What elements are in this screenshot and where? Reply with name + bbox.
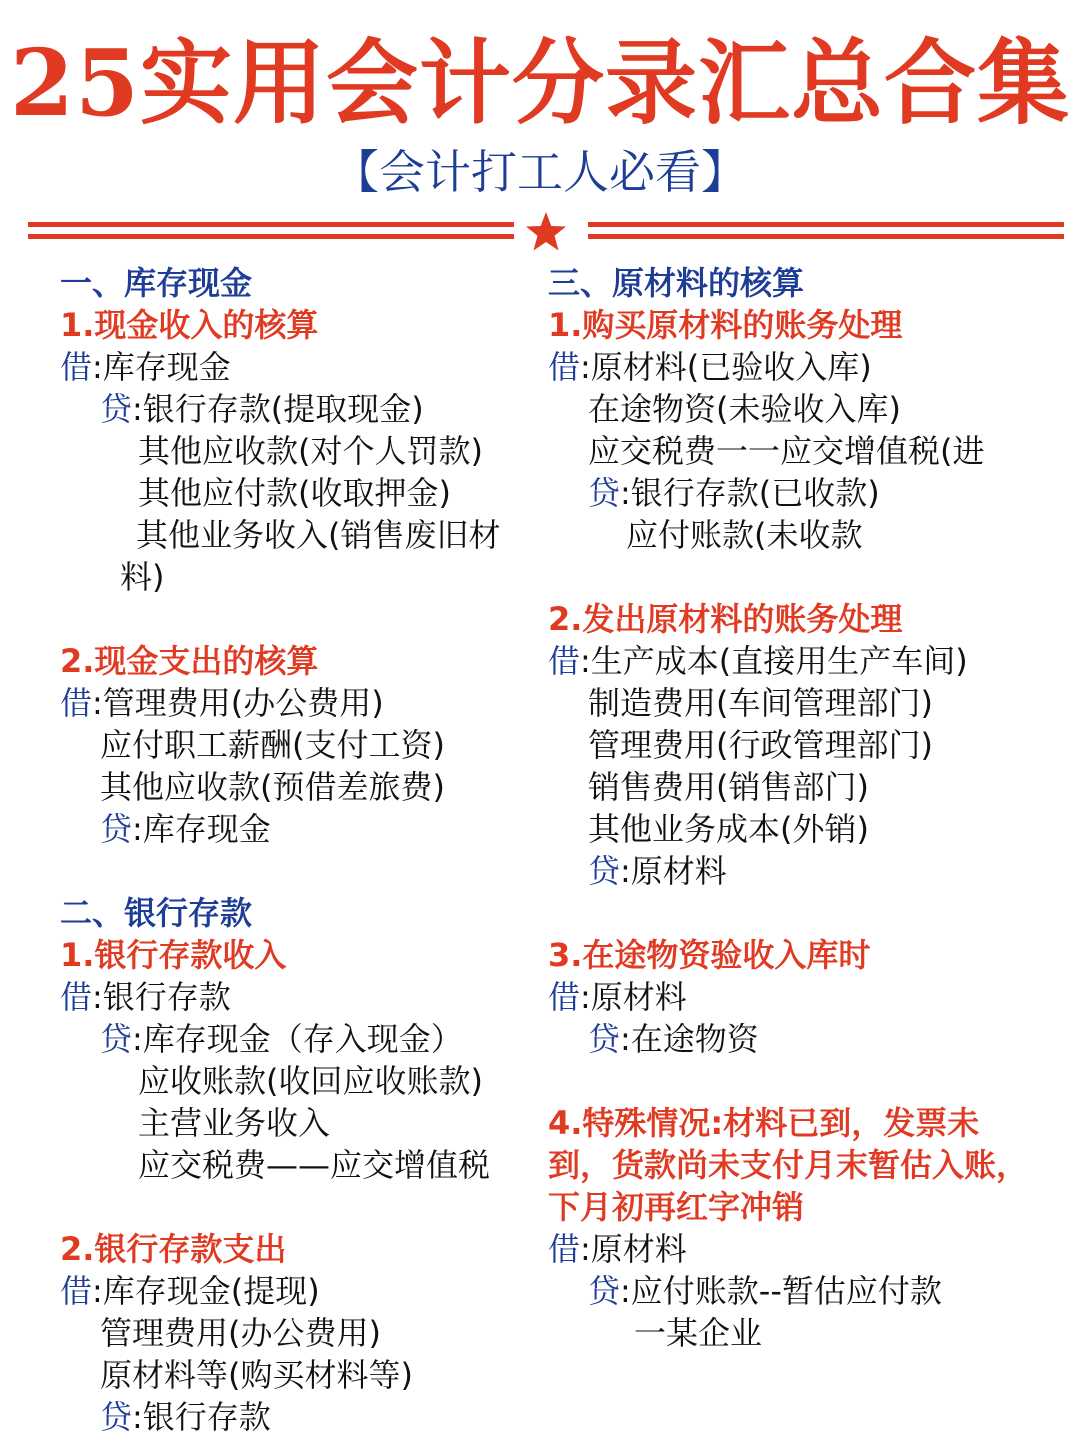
subsection-title-issue: 2.发出原材料的账务处理 [548, 600, 903, 638]
subsection-title-in-transit: 3.在途物资验收入库时 [548, 936, 871, 974]
debit-label: 借 [548, 978, 581, 1016]
entry-line: 制造费用(车间管理部门) [588, 684, 933, 722]
entry-credit-line [548, 1270, 1048, 1312]
entry-text: :库存现金（存入现金） [132, 1020, 463, 1058]
subsection-title-cash-expense: 2.现金支出的核算 [60, 642, 319, 680]
entry-text: :原材料 [580, 1230, 687, 1268]
entry-text: :生产成本(直接用生产车间) [580, 642, 968, 680]
subsection-title-special-case: 4.特殊情况:材料已到，发票未到，货款尚未支付月末暂估入账，下月初再红字冲销 [548, 1104, 1029, 1226]
entry-credit-line [60, 388, 540, 430]
entry-text: :银行存款 [92, 978, 231, 1016]
entry-line: 料) [120, 558, 165, 596]
subsection-title-bank-income: 1.银行存款收入 [60, 936, 287, 974]
entry-text: :库存现金(提现) [92, 1272, 320, 1310]
credit-label: 贷 [100, 810, 133, 848]
entry-text: :银行存款 [132, 1398, 271, 1436]
debit-label: 借 [60, 1272, 93, 1310]
entry-text: :应付账款--暂估应付款 [620, 1272, 942, 1310]
entry-line: 管理费用(办公费用) [100, 1314, 381, 1352]
subsection-title-cash-income: 1.现金收入的核算 [60, 306, 319, 344]
entry-credit-line [60, 808, 540, 850]
credit-label: 贷 [588, 474, 621, 512]
entry-line: 销售费用(销售部门) [588, 768, 869, 806]
debit-label: 借 [548, 642, 581, 680]
entry-credit-line [60, 1396, 540, 1438]
left-column [60, 262, 540, 1438]
right-column [548, 262, 1048, 1354]
credit-label: 贷 [588, 1272, 621, 1310]
entry-credit-line [548, 472, 1048, 514]
entry-credit-line [548, 850, 1048, 892]
subsection-title-bank-expense: 2.银行存款支出 [60, 1230, 287, 1268]
credit-label: 贷 [100, 390, 133, 428]
entry-debit-line [60, 1270, 540, 1312]
entry-line: 其他应收款(对个人罚款) [138, 432, 483, 470]
entry-text: :库存现金 [92, 348, 231, 386]
entry-line: 应交税费一一应交增值税(进 [588, 432, 985, 470]
entry-line: 应收账款(收回应收账款) [138, 1062, 483, 1100]
section-title-materials: 三、原材料的核算 [548, 264, 805, 302]
entry-line: 主营业务收入 [138, 1104, 331, 1142]
entry-debit-line [548, 640, 1048, 682]
credit-label: 贷 [588, 1020, 621, 1058]
entry-line: 其他业务成本(外销) [588, 810, 869, 848]
credit-label: 贷 [100, 1398, 133, 1436]
entry-debit-line [548, 1228, 1048, 1270]
entry-text: :原材料 [620, 852, 727, 890]
page-title: 25实用会计分录汇总合集 [9, 29, 1071, 137]
entry-line: 应付职工薪酬(支付工资) [100, 726, 445, 764]
entry-text: :银行存款(提取现金) [132, 390, 424, 428]
entry-line: 管理费用(行政管理部门) [588, 726, 933, 764]
star-icon [524, 210, 568, 254]
entry-line: 应付账款(未收款 [626, 516, 863, 554]
debit-label: 借 [548, 348, 581, 386]
entry-text: :原材料(已验收入库) [580, 348, 872, 386]
entry-debit-line [60, 346, 540, 388]
section-title-cash: 一、库存现金 [60, 264, 253, 302]
debit-label: 借 [60, 684, 93, 722]
entry-line: 其他应付款(收取押金) [138, 474, 451, 512]
page-subtitle: 【会计打工人必看】 [333, 145, 747, 199]
divider-right [588, 212, 1064, 252]
entry-line: 在途物资(未验收入库) [588, 390, 901, 428]
entry-line: 其他应收款(预借差旅费) [100, 768, 445, 806]
entry-debit-line [60, 976, 540, 1018]
divider-left [28, 212, 514, 252]
entry-credit-line [60, 1018, 540, 1060]
section-title-bank: 二、银行存款 [60, 894, 253, 932]
entry-text: :管理费用(办公费用) [92, 684, 384, 722]
entry-line: 应交税费——应交增值税 [138, 1146, 491, 1184]
entry-debit-line [548, 976, 1048, 1018]
entry-line: 其他业务收入(销售废旧材 [136, 516, 501, 554]
entry-line: 一某企业 [634, 1314, 763, 1352]
entry-text: :银行存款(已收款) [620, 474, 880, 512]
credit-label: 贷 [100, 1020, 133, 1058]
subsection-title-purchase: 1.购买原材料的账务处理 [548, 306, 903, 344]
entry-line: 原材料等(购买材料等) [100, 1356, 413, 1394]
entry-text: :在途物资 [620, 1020, 759, 1058]
debit-label: 借 [60, 348, 93, 386]
entry-text: :原材料 [580, 978, 687, 1016]
debit-label: 借 [60, 978, 93, 1016]
entry-credit-line [548, 1018, 1048, 1060]
entry-text: :库存现金 [132, 810, 271, 848]
entry-debit-line [60, 682, 540, 724]
credit-label: 贷 [588, 852, 621, 890]
debit-label: 借 [548, 1230, 581, 1268]
entry-debit-line [548, 346, 1048, 388]
